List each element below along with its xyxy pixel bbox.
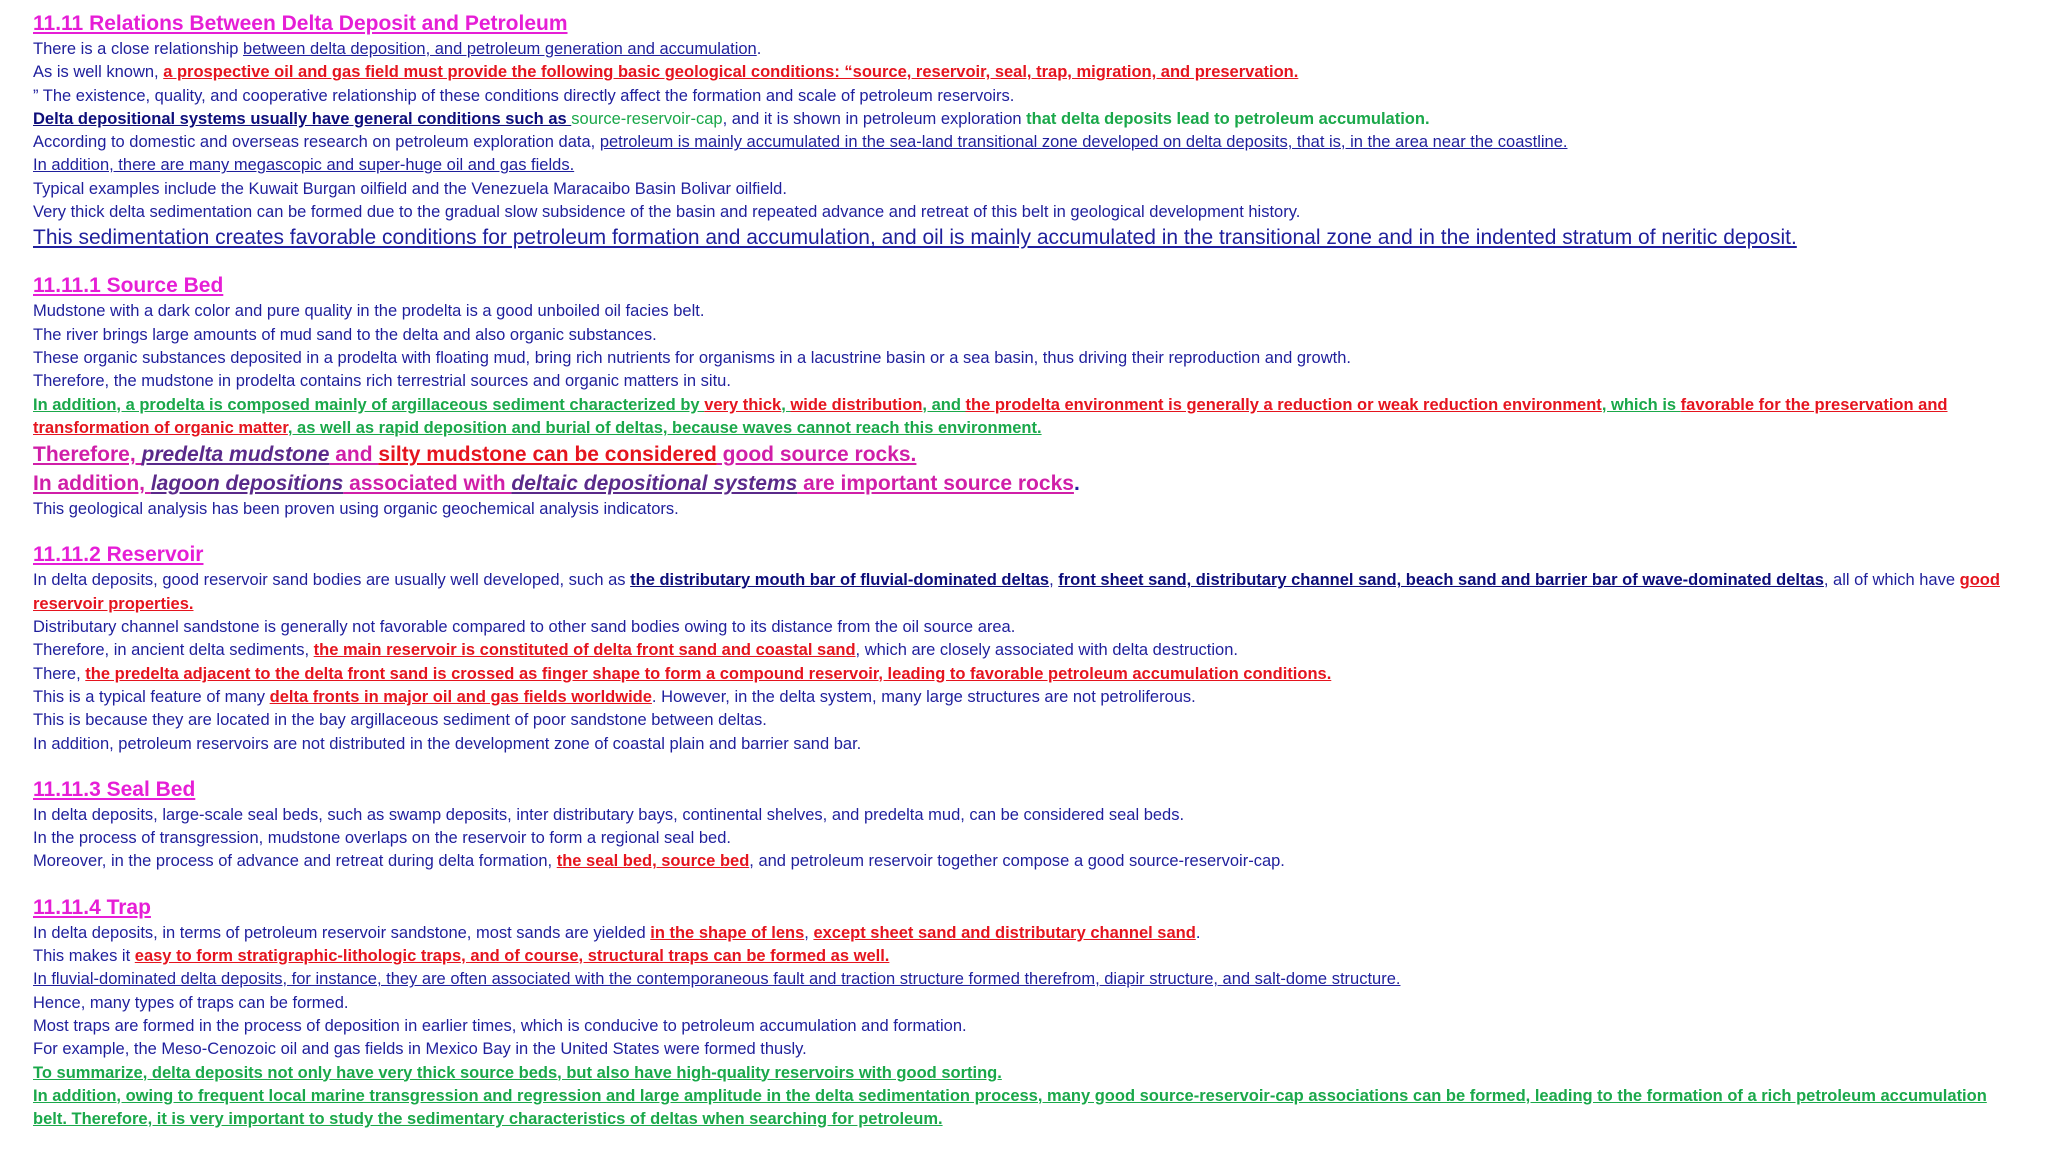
text-run: . [756,40,762,58]
paragraph-line [33,686,2018,709]
text-run: a prospective oil and gas field must provide the following basic geological conditions: “source, reservoir, seal, trap, migration, and preservation. [163,63,1299,82]
text-run: This is because they are located in the bay argillaceous sediment of poor sandstone between deltas. [33,711,767,730]
text-run: . [1195,923,1201,942]
text-run: source-reservoir-cap [571,109,723,128]
text-run: To summarize, delta deposits not only have very thick source beds, but also have high-quality reservoirs with good sorting. [33,1063,1002,1082]
paragraph-line [33,370,2018,393]
text-run: These organic substances deposited in a prodelta with floating mud, bring rich nutrients for organisms in a lacustrine basin or a sea basin, thus driving their reproduction and growth. [33,348,1351,367]
text-run: the prodelta environment is generally a reduction or weak reduction environment [965,395,1602,414]
paragraph-line [33,224,2018,252]
section-heading: 11.11.2 Reservoir [33,543,204,567]
section-heading: 11.11.4 Trap [33,895,151,919]
paragraph-line [33,616,2018,639]
text-run: This makes it [33,947,135,966]
paragraph-line [33,733,2018,756]
paragraph-line [33,201,2018,224]
text-run: In addition, owing to frequent local marine transgression and regression and large amplitude in the delta sedimentation process, many good source-reservoir-cap associations can be formed, leading to the formation of a rich petroleum accumulation belt. Therefore, it is very important to study the sedimentary characteristics of deltas when searching for petroleum. [33,1086,1987,1129]
text-run: , [781,395,791,414]
text-run: In delta deposits, in terms of petroleum reservoir sandstone, most sands are yielded [33,923,651,942]
paragraph-line [33,968,2018,991]
paragraph-line [33,827,2018,850]
text-run: In addition, [33,472,151,496]
text-run: favorable for the preservation and transformation of organic matter [33,395,1948,437]
text-run: , which is [1601,395,1681,414]
text-run: Therefore, in ancient delta sediments, [33,641,314,660]
text-run: petroleum is mainly accumulated in the sea-land transitional zone developed on delta deposits, that is, in the area near the coastline. [599,133,1568,152]
text-run: . [1073,472,1080,496]
paragraph-line [33,709,2018,732]
paragraph-line [33,347,2018,370]
paragraph-line [33,154,2018,177]
paragraph-line [33,992,2018,1015]
paragraph-line [33,178,2018,201]
text-run: predelta mudstone [141,443,330,467]
text-run: , and it is shown in petroleum exploration [722,109,1027,128]
paragraph-line [33,440,2018,469]
paragraph-line [33,945,2018,968]
text-run: ” The existence, quality, and cooperative relationship of these conditions directly affect the formation and scale of petroleum reservoirs. [33,86,1015,105]
paragraph-line [33,38,2018,61]
paragraph-line [33,1085,2018,1132]
text-run: are important source rocks [797,472,1074,496]
text-run: For example, the Meso-Cenozoic oil and gas fields in Mexico Bay in the United States were formed thusly. [33,1040,807,1059]
text-run: This sedimentation creates favorable conditions for petroleum formation and accumulation, and oil is mainly accumulated in the transitional zone and in the indented stratum of neritic deposit. [33,226,1797,250]
text-run: , as well as rapid deposition and burial of deltas, because waves cannot reach this environment. [287,418,1042,437]
text-run: , which are closely associated with delta destruction. [855,641,1238,660]
paragraph-line [33,663,2018,686]
text-run: the main reservoir is constituted of delta front sand and coastal sand [313,641,856,660]
text-run: This is a typical feature of many [33,687,270,706]
paragraph-line [33,469,2018,498]
section-heading: 11.11.1 Source Bed [33,274,224,298]
paragraph-line [33,804,2018,827]
text-run: between delta deposition, and petroleum generation and accumulation [243,40,757,58]
paragraph-line [33,569,2018,616]
text-run: , all of which have [1823,571,1960,590]
text-run: except sheet sand and distributary channel sand [813,923,1196,942]
paragraph-line [33,1062,2018,1085]
text-run: As is well known, [33,63,164,82]
text-run: Mudstone with a dark color and pure quality in the prodelta is a good unboiled oil facies belt. [33,302,705,321]
text-run: There, [33,664,86,683]
paragraph-line [33,108,2018,131]
text-run: Therefore, [33,443,142,467]
text-run: and [329,443,379,467]
paragraph-line [33,1015,2018,1038]
text-run: good reservoir properties. [33,571,2000,613]
paragraph-line [33,61,2018,84]
text-run: Typical examples include the Kuwait Burgan oilfield and the Venezuela Maracaibo Basin Bolivar oilfield. [33,179,787,198]
paragraph-line [33,324,2018,347]
text-run: the predelta adjacent to the delta front sand is crossed as finger shape to form a compound reservoir, leading to favorable petroleum accumulation conditions. [85,664,1332,683]
text-run: the distributary mouth bar of fluvial-dominated deltas [630,571,1050,590]
text-run: In fluvial-dominated delta deposits, for instance, they are often associated with the contemporaneous fault and traction structure formed therefrom, diapir structure, and salt-dome structure. [33,970,1401,989]
text-run: According to domestic and overseas research on petroleum exploration data, [33,133,600,152]
text-run: The river brings large amounts of mud sand to the delta and also organic substances. [33,325,657,344]
paragraph-line [33,850,2018,873]
paragraph-line [33,85,2018,108]
paragraph-line [33,639,2018,662]
text-run: Most traps are formed in the process of deposition in earlier times, which is conducive to petroleum accumulation and formation. [33,1016,967,1035]
text-run: There is a close relationship [33,40,244,58]
document-body [33,10,2018,1131]
paragraph-line [33,131,2018,154]
text-run: , [1049,571,1059,590]
text-run: , and [922,395,966,414]
paragraph-line [33,922,2018,945]
text-run: , and petroleum reservoir together compose a good source-reservoir-cap. [749,852,1285,871]
text-run: delta fronts in major oil and gas fields worldwide [269,687,652,706]
text-run: In delta deposits, good reservoir sand bodies are usually well developed, such as [33,571,631,590]
text-run: In addition, there are many megascopic and super-huge oil and gas fields. [33,156,575,175]
text-run: front sheet sand, distributary channel sand, beach sand and barrier bar of wave-dominated deltas [1058,571,1824,590]
text-run: Moreover, in the process of advance and retreat during delta formation, [33,852,557,871]
text-run: Very thick delta sedimentation can be formed due to the gradual slow subsidence of the basin and repeated advance and retreat of this belt in geological development history. [33,203,1301,222]
text-run: In addition, petroleum reservoirs are not distributed in the development zone of coastal plain and barrier sand bar. [33,734,862,753]
text-run: associated with [343,472,512,496]
text-run: In addition, a prodelta is composed mainly of argillaceous sediment characterized by [33,395,705,414]
text-run: the seal bed, source bed [556,852,750,871]
text-run: Delta depositional systems usually have general conditions such as [33,109,572,128]
section-heading: 11.11 Relations Between Delta Deposit and Petroleum [33,12,568,35]
text-run: silty mudstone can be considered [378,443,717,467]
text-run: Hence, many types of traps can be formed. [33,993,349,1012]
paragraph-line [33,1038,2018,1061]
paragraph-line [33,394,2018,441]
text-run: that delta deposits lead to petroleum accumulation. [1026,109,1430,128]
text-run: in the shape of lens [650,923,805,942]
text-run: In the process of transgression, mudstone overlaps on the reservoir to form a regional seal bed. [33,829,731,848]
text-run: deltaic depositional systems [511,472,798,496]
section-heading: 11.11.3 Seal Bed [33,777,196,801]
text-run: In delta deposits, large-scale seal beds, such as swamp deposits, inter distributary bays, continental shelves, and predelta mud, can be considered seal beds. [33,805,1185,824]
text-run: wide distribution [790,395,923,414]
text-run: . However, in the delta system, many large structures are not petroliferous. [651,687,1196,706]
paragraph-line [33,498,2018,521]
text-run: good source rocks. [716,443,917,467]
text-run: , [804,923,814,942]
text-run: This geological analysis has been proven using organic geochemical analysis indicators. [33,500,679,519]
text-run: Distributary channel sandstone is generally not favorable compared to other sand bodies owing to its distance from the oil source area. [33,618,1016,637]
text-run: lagoon depositions [150,472,344,496]
paragraph-line [33,300,2018,323]
text-run: very thick [704,395,782,414]
text-run: Therefore, the mudstone in prodelta contains rich terrestrial sources and organic matters in situ. [33,372,731,391]
text-run: easy to form stratigraphic-lithologic traps, and of course, structural traps can be formed as well. [134,947,890,966]
